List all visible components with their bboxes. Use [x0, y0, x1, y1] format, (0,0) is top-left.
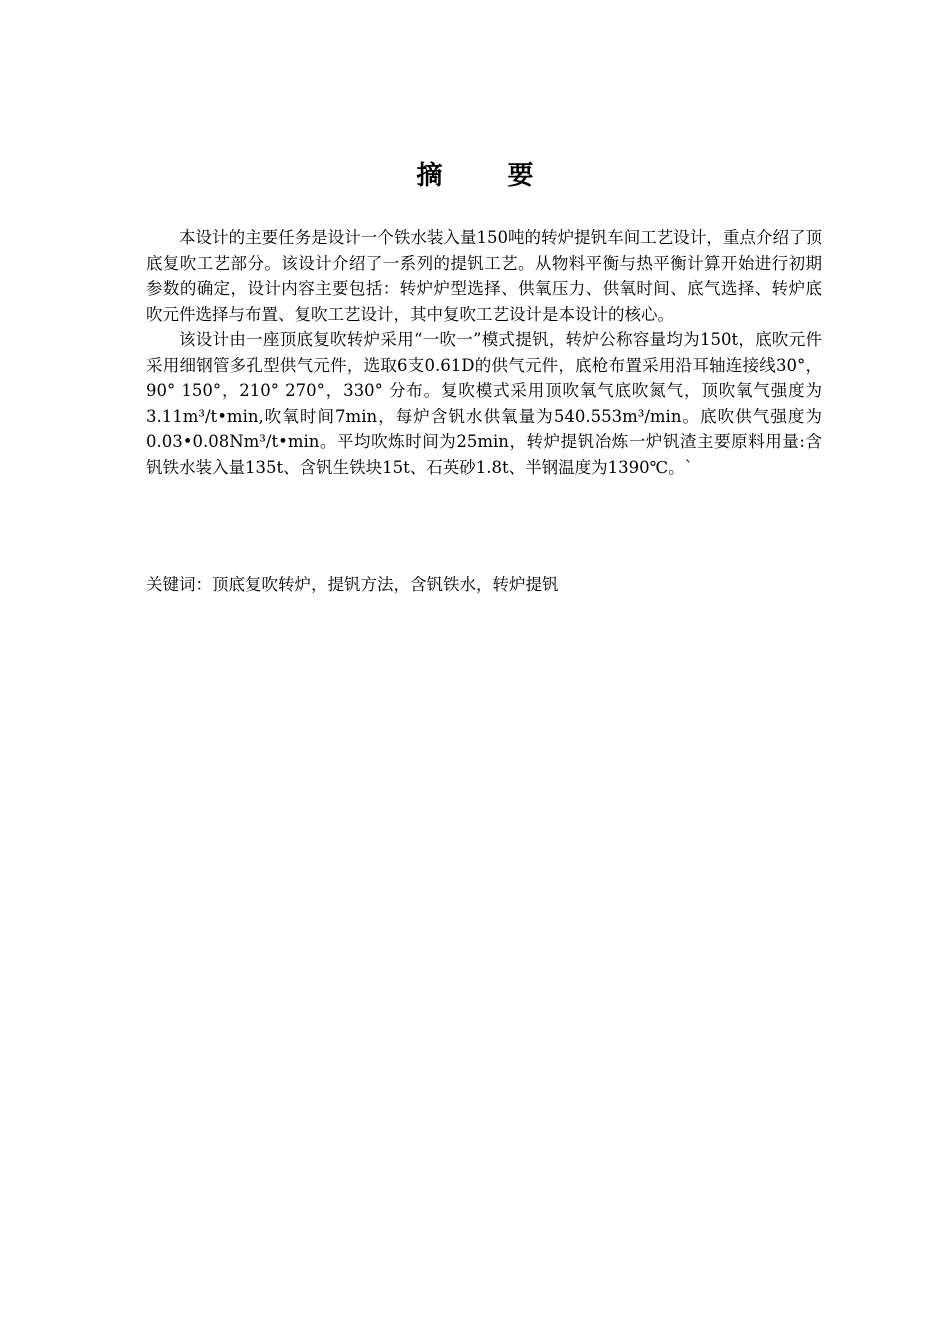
abstract-paragraph-1: 本设计的主要任务是设计一个铁水装入量150吨的转炉提钒车间工艺设计，重点介绍了顶底复吹工艺部分。该设计介绍了一系列的提钒工艺。从物料平衡与热平衡计算开始进行初期参数的确定，设计内容主要包括：转炉炉型选择、供氧压力、供氧时间、底气选择、转炉底吹元件选择与布置、复吹工艺设计，其中复吹工艺设计是本设计的核心。	[146, 228, 822, 324]
keywords-line: 关键词：顶底复吹转炉，提钒方法，含钒铁水，转炉提钒	[146, 575, 559, 594]
page-title: 摘 要	[416, 161, 562, 191]
abstract-paragraph-2: 该设计由一座顶底复吹转炉采用“一吹一”模式提钒，转炉公称容量均为150t，底吹元件采用细钢管多孔型供气元件，选取6支0.61D的供气元件，底枪布置采用沿耳轴连接线30°，90° 150°，210° 270°，330° 分布。复吹模式采用顶吹氧气底吹氮气，顶吹氧气强度为3.11m³/t•min,吹氧时间7min，每炉含钒水供氧量为540.553m³/min。底吹供气强度为0.03•0.08Nm³/t•min。平均吹炼时间为25min，转炉提钒冶炼一炉钒渣主要原料用量:含钒铁水装入量135t、含钒生铁块15t、石英砂1.8t、半钢温度为1390℃。`	[146, 330, 822, 477]
abstract-body	[146, 225, 822, 480]
